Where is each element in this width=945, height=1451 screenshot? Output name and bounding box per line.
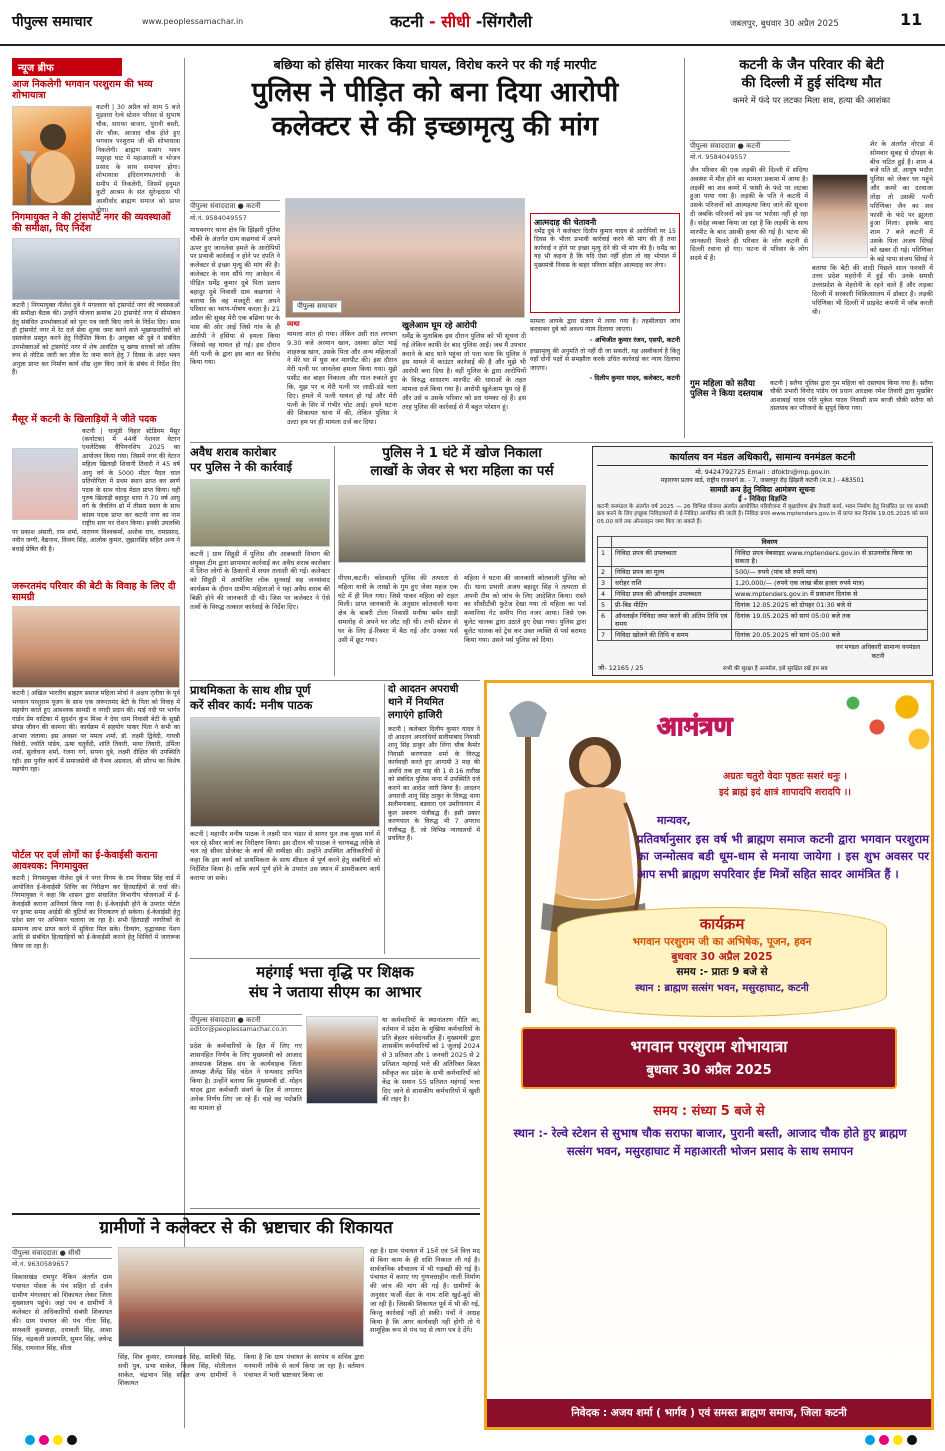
tender-code: जी- 12165 / 25 bbox=[598, 664, 644, 672]
purse-headline: लाखों के जेवर से भरा महिला का पर्स bbox=[370, 463, 554, 480]
brief-headline: जरूरतमंद परिवार की बेटी के विवाह के लिए दी सामग्री bbox=[12, 580, 176, 603]
row-detail: निविदा प्रपत्र वेबसाइट www.mptenders.gov.in से डाउनलोड किया जा सकता है। bbox=[732, 548, 928, 567]
section-divider bbox=[190, 1208, 480, 1209]
main-story-photo bbox=[285, 198, 525, 318]
table-row bbox=[598, 548, 928, 567]
table-row bbox=[598, 589, 928, 600]
purse-story bbox=[338, 446, 586, 676]
row-item: धरोहर राशि bbox=[612, 578, 732, 589]
vyatha-label: व्यथा bbox=[287, 320, 300, 328]
program-title: कार्यक्रम bbox=[699, 915, 745, 933]
masthead bbox=[0, 0, 945, 46]
criminal-body: कटनी | कलेक्टर दिलीप कुमार यादव ने दो आदतन अपराधियों सलीमाबाद निवासी शानू सिंह ठाकुर और लिंगा चौक कैमोर निवासी करणपाल शर्मा के विरुद्ध कार्यवाही करते हुए आगामी 3 माह की अवधि तक हर माह की 1 से 16 तारीख को संबंधित पुलिस थाना में उपस्थिति दर्ज कराने का आदेश जारी किया है। आदतन अपराधी शानू सिंह ठाकुर के विरुद्ध थाना सलीमनाबाद, बडवारा एवं उमरियापान में कुल प्रकरण पंजीबद्ध हैं। इसी प्रकार करणपाल के विरुद्ध भी 7 अपराध पंजीबद्ध हैं, जो विभिन्न न्यायालयों में प्रचलित हैं। bbox=[388, 725, 480, 843]
byline: पीपुल्स संवाददाता ● कटनी bbox=[190, 1014, 302, 1026]
teacher-byline-block bbox=[190, 1014, 302, 1033]
jain-story-body bbox=[812, 140, 933, 376]
main-story-body: मामला शांत हो गया। लेकिन उसी रात लगभग 9.30 बजे अरमान खान, उसका छोटा भाई शाहरुख खान, उसके पिता और अन्य महिलाओं ने मेरे घर में घुस कर मारपीट की। इस दौरान मेरी पत्नी पर जानलेवा हमला किया गया। मुझे पसीट कर बाहर निकाला और गाल रुकाते हुए कि, मुझ पर व मेरी पत्नी पर लाठी-डंडे चला दिए। हमले में पत्नी घायल हो गई और मेरी पत्नी के सिर में गंभीर चोट आई। हमने घटना की शिकायत थाना में की, लेकिन पुलिस ने उल्टा हम पर ही मामला दर्ज कर दिया। bbox=[287, 330, 397, 427]
villagers-photo bbox=[118, 1247, 364, 1347]
jain-story-headline: कटनी के जैन परिवार की बेटी bbox=[739, 57, 884, 73]
corruption-body: विकासखंड रामपुर नैकिन अंतर्गत ग्राम पंचायत पोस्ता के पंच सहित दो दर्जन ग्रामीण मंगलवार को शिकायत लेकर जिला मुख्यालय पहुंचे। जहां पंच व ग्रामीणों ने कलेक्टर से अधिकारियों संबंधी शिकायत की। ग्राम पंचायत की पंच गीता सिंह, सरस्वती कुशवाहा, दयावती सिंह, आशा सिंह, चंद्रकली प्रजापति, सुमन सिंह, जयेन्द्र सिंह, रामलाल सिंह, सीता bbox=[12, 1273, 112, 1352]
liquor-headline: अवैध शराब कारोबार bbox=[190, 445, 277, 459]
tender-notice bbox=[592, 446, 933, 676]
selfimmolation-box bbox=[530, 213, 680, 313]
corruption-body: रहा है। ग्राम पंचायत में 15वें एवं 5वें वित्त मद से बिना काम के ही राशि निकाल ली गई है। सार्वजनिक शौचालय में भी गड़बड़ी की गई है। पंचायत में कराए गए गुणवत्ताहीन नाली निर्माण की जांच की मांग की गई है। ग्रामीणों के अनुसार फर्जी वेंडर के नाम राशि खुर्द-बुर्द की जा रही है। जिसकी शिकायत पूर्व में भी की गई, किन्तु कार्रवाई नहीं हो सकी। पंचों ने आग्रह किया है कि अगर कार्यवाही नहीं होगी तो ये सामूहिक रूप से पंच पद से त्याग पत्र दे देंगे। bbox=[370, 1247, 480, 1335]
jain-body-2-text: शेर के अंतर्गत नोएडा में सोमवार सुबह से दोपहर के बीच घटित हुई है। शाम 4 बजे पति डॉ. आयुष भदौरा पुलिस को लेकर घर पहुंचे और कमरे का दरवाजा तोड़ा तो उसकी पत्नी परिणिका जैन का शव फांसी के फंदे पर झूलता हुआ मिला। इसके बाद शाम 7 बजे कटनी में उसके पिता अजय सिंघई को खबर दी गई। परिणिका के बड़े पापा संजय सिंघई ने बताया कि बेटी की शादी पिछले साल फरवरी में उत्तर प्रदेश महरोनी में हुई थी। उनके समधी उत्तरप्रदेश के मेहरोनी के रहने वाले हैं और लड़का दिल्ली में सरकारी चिकित्सालय में डॉक्टर है। लड़की परिणिका भी दिल्ली में प्राइवेट कंपनी में जॉब करती थी। bbox=[812, 140, 933, 316]
byline: पीपुल्स संवाददाता ● कटनी bbox=[190, 200, 280, 212]
row-number: 6 bbox=[598, 611, 612, 630]
row-number: 3 bbox=[598, 578, 612, 589]
row-detail: दिनांक 12.05.2025 को दोपहर 01:30 बजे से bbox=[732, 600, 928, 611]
brief-3-text: कटनी | चामुंडी विहार स्टेडियम मैसूर (कर्नाटक) में 44वीं नेशनल वेटरन एथलेटिक्स चैंपियनशिप 2025 का आयोजन किया गया। जिसमें नगर की वेटरन महिला खिलाड़ी शिवानी तिवारी ने 45 वर्ष आयु वर्ग के 5000 मीटर पैदल चाल प्रतियोगिता में प्रथम स्थान प्राप्त कर स्वर्ण पदक के साथ गोल्ड मेडल प्राप्त किया। वहीं पुरुष खिलाड़ी बहादुर थापा ने 70 वर्ष आयु वर्ग के जैवलिन थ्रो में तीसरा स्थान के साथ कांस्य पदक प्राप्त कर कटनी नगर का नाम राष्ट्रीय स्तर पर रोशन किया। इनकी उपलब्धि पर प्रकाश अंसारी, राम शर्मा, नारायण विश्वकर्मा, अशोक राय, रामप्रसाद, नवीन जग्गी, वैद्यनाथ, विजय सिंह, आलोक कुमार, जुझारसिंह सहित अन्य ने बधाई प्रेषित की है। bbox=[12, 427, 180, 553]
tender-subtitle: ई - निविदा विज्ञप्ति bbox=[738, 495, 787, 503]
column-divider bbox=[384, 684, 385, 954]
brief-headline: आज निकलेगी भगवान परशुराम की भव्य शोभायात्रा bbox=[12, 79, 153, 101]
brief-headline: पोर्टल पर दर्ज लोगों का ई-केवाईसी कराना आवश्यक: निगमायुक्त bbox=[12, 850, 158, 873]
jain-story-subhead: कमरे में फंदे पर लटका मिला शव, हत्या की आशंका bbox=[732, 96, 891, 107]
main-story-subhead: खुलेआम घूम रहे आरोपी bbox=[402, 321, 477, 331]
box-title: आत्मदाह की चेतावनी bbox=[534, 218, 597, 227]
parshuram-photo bbox=[12, 106, 92, 206]
photo-credit: पीपुल्स समाचार bbox=[292, 300, 342, 313]
row-item: निविदा प्रपत्र का मूल्य bbox=[612, 567, 732, 578]
criminal-story bbox=[388, 684, 480, 954]
tender-signature: वन मण्डल अधिकारी सामान्य वनमंडल कटनी bbox=[835, 644, 921, 660]
registration-marks-icon bbox=[0, 1434, 945, 1447]
row-number: 5 bbox=[598, 600, 612, 611]
parshuram-invitation-ad bbox=[484, 680, 934, 1430]
program-panel bbox=[557, 907, 887, 1017]
print-registration-bar bbox=[0, 1432, 945, 1445]
criminal-headline: दो आदतन अपराधी bbox=[388, 684, 459, 695]
byline: पीपुल्स संवाददाता ● सीधी bbox=[12, 1247, 112, 1259]
main-story-body: माधवनगर थाना क्षेत्र कि झिंझरी पुलिस चौकी के अंतर्गत ग्राम कछगवां में अपने ऊपर हुए जानलेवा हमले के आरोपियों पर प्रभावी कार्रवाई न होने पर दंपति ने कलेक्टर से इच्छा मृत्यु की मांग की है। कलेक्टर के नाम सौंपे गए आवेदन में पीड़ित धर्मेंद्र कुमार दुबे पिता प्रताप बहादुर दुबे निवासी ग्राम कछगवां ने बताया कि वह मजदूरी कर अपने परिवार का भरण-पोषण करता है। 21 अप्रैल की सुबह मेरी एक बछिया घर के पास की ओर आई जिसे गांव के ही आरोपी ने हंसिया से हमला किया जिससे वह घायल हो गई। इस दौरान मेरी पत्नी के द्वारा इस बात का विरोध किया गया। bbox=[190, 226, 280, 367]
quote-text: इच्छामृत्यु की अनुमति तो नहीं दी जा सकती, यह अस्वीकार्य है किंतु वहाँ दोनों पक्षों से समझौता करके उचित कार्रवाई कर न्याय दिलाया जाएगा। bbox=[530, 347, 680, 372]
tender-title: सामग्री क्रय हेतु निविदा आमंत्रण सूचना bbox=[710, 485, 815, 494]
row-item: निविदा प्रपत्र की उपलब्धता bbox=[612, 548, 732, 567]
row-detail: 500/— रुपये (पांच सौ रुपये मात्र) bbox=[732, 567, 928, 578]
criminal-headline: थाने में नियमित bbox=[388, 697, 444, 709]
masthead-logo: पीपुल्स समाचार bbox=[12, 14, 93, 30]
procession-date: बुधवार 30 अप्रैल 2025 bbox=[646, 1063, 772, 1078]
row-item: प्री-बिड मीटिंग bbox=[612, 600, 732, 611]
table-row bbox=[598, 611, 928, 630]
ad-shloka: इदं ब्राह्मं इदं क्षात्रं शापादपि शरादपि ।। bbox=[719, 787, 851, 798]
city-sep: - bbox=[428, 12, 436, 31]
section-divider bbox=[190, 958, 480, 959]
liquor-raid-photo bbox=[190, 479, 330, 547]
main-story-kicker: बछिया को हंसिया मारकर किया घायल, विरोध करने पर की गई मारपीट bbox=[273, 57, 597, 72]
brief-headline: निगमायुक्त ने की ट्रांसपोर्ट नगर की व्यवस्थाओं की समीक्षा, दिए निर्देश bbox=[12, 211, 171, 234]
sewer-headline: प्राथमिकता के साथ शीघ्र पूर्ण bbox=[190, 683, 311, 697]
purse-body: पीएस,कटनी। कोतवाली पुलिस की तत्परता से महिला यात्री के लाखों के गुम हुए जेवर महज एक घंटे में ही मिल गया। जिसे पाकर महिला को राहत मिली। प्राप्त जानकारी के अनुसार कोतवाली थाना क्षेत्र के बाबरी टोला निवासी मनीषा बर्मन साड़ी समारोह से अपने घर लौट रही थी। तभी स्टेशन से घर के लिए ई-रिक्शा में बैठ गई और उनका पर्स उसी में छूट गया। bbox=[338, 574, 458, 644]
masthead-dateline: जबलपुर, बुधवार 30 अप्रैल 2025 bbox=[730, 19, 839, 29]
row-item: ऑनलाईन निविदा जमा करने की अंतिम तिथि एवं समय bbox=[612, 611, 732, 630]
liquor-story bbox=[190, 446, 330, 676]
jain-story-body: जैन परिवार की एक लड़की की दिल्ली में संदिग्ध अवस्था में मौत होने का मामला प्रकाश में आया है। लड़की का शव कमरे में फांसी के फंदे पर लटका हुआ पाया गया है। लड़की के पति ने कटनी में उसके परिजनों को आत्महत्या किए जाने की सूचना दी जबकि परिजनों को इस पर भरोसा नहीं हो रहा है। संदेह व्यक्त किया जा रहा है कि लड़की के साथ मारपीट के बाद उसकी हत्या की गई है। घटना की जानकारी मिलते ही परिवार के लोग कटनी से दिल्ली रवाना हो गए। घटना से परिवार के लोग सदमे में हैं। bbox=[690, 166, 808, 263]
row-detail: दिनांक 20.05.2025 को सायं 05:00 बजे bbox=[732, 630, 928, 641]
table-row bbox=[598, 600, 928, 611]
corruption-story bbox=[12, 1213, 480, 1428]
brief-body: कटनी | निगमायुक्त नीलेश दुबे ने मंगलवार को ट्रांसपोर्ट नगर की व्यवस्थाओं की समीक्षा बैठक की। उन्होंने योजना क्रमांक 20 ट्रांसपोर्ट नगर में सीमांकन हेतु संबंधित उपभोक्ताओं को पुनः पत्र जारी किए जाने के निर्देश दिए। साथ ही ट्रांसपोर्ट नगर में रेट दर्ज सेवा शुल्क जमा करने वाले भूखण्डधारियों को दस्तावेज प्रस्तुत करने हेतु निर्देशित किया है। आयुक्त श्री दुबे ने संबंधित उपभोक्ताओं को ट्रांसपोर्ट नगर में शेष आवंटित भू खण्ड धारकों को अंतिम रूप से नोटिस जारी कर लीज रेंट जमा करने हेतु 7 दिवस के अंदर भवन अनुज्ञा प्राप्त कर निर्माण कार्य शीघ्र शुरू किए जाने के संबंध में निर्देश दिए हैं। bbox=[12, 301, 180, 377]
column-divider bbox=[334, 446, 335, 676]
parshuram-figure-icon bbox=[13, 107, 93, 207]
jain-story-headline: की दिल्ली में हुई संदिग्ध मौत bbox=[741, 75, 882, 92]
table-row bbox=[598, 578, 928, 589]
table-row bbox=[598, 567, 928, 578]
row-number: 7 bbox=[598, 630, 612, 641]
byline-mobile: मो.नं. 9584049557 bbox=[190, 214, 247, 223]
main-story bbox=[190, 58, 680, 438]
missing-woman-body: कटनी | सतैया पुलिस द्वारा गुम महिला को दस्तयाब किया गया है। सतैया चौकी प्रभारी विनोद पांडेय एवं प्रधान आरक्षक रमेश तिवारी द्वारा मुखबिर आशाबाई यादव पति मुकेश यादव निवासी ग्राम बरजी चौकी सतैया को दस्तयाब कर परिजनों के सुपुर्द किया गया। bbox=[770, 380, 933, 413]
row-detail: 1,20,000/— (रुपये एक लाख बीस हजार रुपये मात्र) bbox=[732, 578, 928, 589]
purse-body: महिला ने घटना की जानकारी कोतवाली पुलिस को दी। थाना प्रभारी अजय बहादुर सिंह ने तत्परता से अपनी टीम को जांच के लिए आदेशित किया। रास्ते का सीसीटीवी फुटेज देखा गया तो महिला का पर्स कमानिया गेट समीप गिरा नजर आया। जिसे एक बुलेट चालक द्वारा उठाते हुए देखा गया। पुलिस द्वारा बुलेट चालक को ट्रेस कर उक्त व्यक्ति से पर्स बरामद किया गया। उसने पर्स पुलिस को दिया। bbox=[464, 574, 586, 644]
main-story-headline: पुलिस ने पीड़ित को बना दिया आरोपी bbox=[251, 77, 619, 108]
ad-shloka: अग्रतः चतुरो वेदाः पृष्ठतः सशरं धनुः । bbox=[722, 771, 848, 782]
table-header: विवरण bbox=[612, 537, 928, 548]
teacher-headline: संघ ने जताया सीएम का आभार bbox=[248, 982, 422, 1001]
teacher-body bbox=[306, 1016, 480, 1204]
news-brief-title: न्यूज ब्रीफ bbox=[12, 58, 122, 76]
page-number: 11 bbox=[900, 10, 923, 29]
row-item: निविदा खोलने की तिथि व समय bbox=[612, 630, 732, 641]
ad-footer: निवेदक : अजय शर्मा ( भार्गव ) एवं समस्त ब्राह्मण समाज, जिला कटनी bbox=[487, 1399, 931, 1427]
flower-decoration-icon bbox=[811, 683, 931, 763]
corruption-body: सिंह, शिव कुमार, रामलखन सिंह, सावित्री सिंह, सची पुत्र, प्रभा साकेत, विजय सिंह, मोतीलाल साकेत, चंद्रभान सिंह सहित अन्य ग्रामीणों ने शिकायत bbox=[118, 1353, 236, 1388]
tender-intro: कटनी वनमंडल के अंतर्गत वर्ष 2025 — 26 विभिन्न योजना अंतर्गत आयोजित परियोजना में वृक्षारोपण क्षेत्र तैयारी कार्य, भवन निर्माण हेतु निर्धारित दर एवं सामग्री क्रय करने के लिए इच्छुक निविदाकारों से ई-निविदा आमंत्रित की जाती है। निविदा प्रपत्र www.mptenders.gov.in से प्राप्त कर दिनांक 19.05.2025 को सायं 05.00 बजे तक ऑनलाइन जमा किए जा सकते हैं। bbox=[597, 504, 928, 525]
table-header-row bbox=[598, 537, 928, 548]
corruption-headline: ग्रामीणों ने कलेक्टर से की भ्रष्टाचार की शिकायत bbox=[12, 1213, 480, 1238]
procession-route: स्थान :- रेल्वे स्टेशन से सुभाष चौक सराफा बाजार, पुरानी बस्ती, आजाद चौक होते हुए ब्राह्मण सत्संग भवन, मसुरहाघाट में महाआरती भोजन प्रसाद के साथ समापन bbox=[513, 1126, 907, 1158]
corruption-body: किया है कि ग्राम पंचायत के सरपंच व सचिव द्वारा मनमानी तरीके से कार्य किया जा रहा है। वर्तमान पंचायत में भारी भ्रष्टाचार किया जा bbox=[244, 1353, 364, 1379]
tender-table bbox=[597, 536, 928, 641]
sewer-story bbox=[190, 684, 380, 954]
program-place: स्थान : ब्राह्मण सत्संग भवन, मसुरहाघाट, कटनी bbox=[635, 983, 809, 994]
brief-body: कटनी | निगमायुक्त नीलेश दुबे ने नगर निगम के राम निवास सिंह वार्ड में आयोजित ई-केवाईसी शिविर का निरीक्षण कर हितग्राहियों से चर्चा की। निगमायुक्त ने कहा कि शासन द्वारा संचालित विभागीय योजनाओं में ई-केवाईसी कराना अनिवार्य किया गया है। ई-केवाईसी होने के उपरांत पोर्टल पर ड्राफ्ट समग्र आईडी की त्रुटियों का निराकरण हो सकेगा। ई-केवाईसी हेतु प्रदेश स्तर पर अभियान चलाया जा रहा है। सभी हितग्राही नागरिकों के सामान्य लाभ प्राप्त करने में सुविधा मिल सके। दिव्यांग, वृद्धावस्था पेंशन आदि से संबंधित हितग्राहियों को ई-केवाईसी कराने हेतु शिविरों में जागरूक किया जा रहा है। bbox=[12, 875, 180, 950]
main-story-headline: कलेक्टर से की इच्छामृत्यु की मांग bbox=[271, 111, 599, 143]
quote-text: मामला आपके द्वारा संज्ञान में लाया गया है। तहसीलदार जांच करवाकर दुबे को अवश्य न्याय दिलाया जाएगा। bbox=[530, 318, 680, 334]
procession-banner bbox=[521, 1027, 897, 1089]
city-singrauli: सिंगरौली bbox=[482, 12, 533, 31]
ad-salutation: मान्यवर, bbox=[657, 814, 691, 827]
city-katni: कटनी bbox=[390, 12, 424, 31]
masthead-cities bbox=[390, 10, 532, 32]
brief-body bbox=[12, 428, 180, 578]
liquor-headline: पर पुलिस ने की कार्रवाई bbox=[190, 459, 293, 474]
teacher-story bbox=[190, 964, 480, 1204]
purse-headline: पुलिस ने 1 घंटे में खोज निकाला bbox=[382, 445, 542, 461]
brief-headline: मैसूर में कटनी के खिलाड़ियों ने जीते पदक bbox=[12, 413, 157, 425]
city-sep: - bbox=[475, 12, 483, 31]
tender-office: कार्यालय वन मंडल अधिकारी, सामान्य वनमंडल कटनी bbox=[597, 450, 928, 466]
city-sidhi: सीधी bbox=[441, 12, 471, 31]
meeting-photo bbox=[12, 238, 180, 300]
missing-woman-headline: गुम महिला को सतैया पुलिस ने किया दस्तयाब bbox=[690, 379, 763, 399]
row-number: 4 bbox=[598, 589, 612, 600]
jain-byline-block bbox=[690, 140, 790, 161]
row-number: 1 bbox=[598, 548, 612, 567]
tender-footer-note: सभी की सुरक्षा है अनमोल, इसे सुरक्षित रखें हम सब bbox=[723, 666, 828, 672]
quote-author: - अभिजीत कुमार रंजन, एसपी, कटनी bbox=[589, 335, 680, 344]
main-story-byline-block bbox=[190, 200, 280, 222]
byline-mobile: मो.नं. 9630589657 bbox=[12, 1260, 69, 1269]
masthead-website: www.peoplessamachar.in bbox=[142, 17, 244, 26]
teacher-headline: महंगाई भत्ता वृद्धि पर शिक्षक bbox=[256, 963, 414, 981]
quote-author: - दिलीप कुमार यादव, कलेक्टर, कटनी bbox=[589, 374, 680, 383]
jain-story bbox=[690, 58, 933, 438]
procession-title: भगवान परशुराम शोभायात्रा bbox=[630, 1037, 788, 1056]
byline-email: editor@peoplessamachar.co.in bbox=[190, 1026, 287, 1034]
teacher-body-2-text: या कर्मचारियों के स्थानांतरण नीति का, वर्तमान में प्रदेश के मुखिया कर्मचारियों के प्रति बेहतर संवेदनशील हैं। मुख्यमंत्री द्वारा शासकीय कर्मचारियों को 1 जुलाई 2024 से 3 प्रतिशत और 1 जनवरी 2025 से 2 प्रतिशत महंगाई भत्ते की अतिरिक्त किस्त स्वीकृत कर प्रदेश के सभी कर्मचारियों को केंद्र के समान 55 प्रतिशत महंगाई भत्ता दिए जाने से शासकीय कर्मचारियों में खुशी की लहर है। bbox=[382, 1016, 480, 1104]
column-divider bbox=[684, 58, 685, 438]
police-team-photo bbox=[338, 485, 586, 563]
procession-time: समय : संध्या 5 बजे से bbox=[653, 1104, 765, 1119]
sewer-inspection-photo bbox=[190, 717, 380, 827]
byline-mobile: मो.नं. 9584049557 bbox=[690, 153, 747, 162]
box-body: धर्मेंद्र दुबे ने कलेक्टर दिलीप कुमार यादव से आरोपियों पर 15 दिवस के भीतर प्रभावी कार्रवाई करने की मांग की है तथा कार्रवाई न होने पर इच्छा मृत्यु देने की भी मांग की है। धर्मेंद्र का यह भी कहना है कि यदि ऐसा नहीं होता तो वह भोपाल में मुख्यमंत्री निवास के बाहर परिवार सहित आत्मदाह कर लेगा। bbox=[534, 228, 676, 269]
main-story-body: धर्मेंद्र के मुताबिक इस दौरान पुलिस को भी सूचना दी गई लेकिन काफी देर बाद पुलिस आई। जब मैं उपचार कराने के बाद थाने पहुंचा तो पता चला कि पुलिस ने इस मामले में काउंटर कार्रवाई की है और मुझे भी आरोपी बना दिया है। वहीं पुलिस के द्वारा आरोपियों के विरुद्ध साधारण मारपीट की धाराओं के तहत मामला दर्ज किया गया है। आरोपी खुलेआम घूम रहे हैं और उसे व उसके परिवार को डरा धमका रहे हैं। इस तरह पुलिस की कार्रवाई से मैं बहुत परेशान हूं। bbox=[402, 332, 526, 411]
wedding-help-photo bbox=[12, 606, 180, 688]
tender-contact: मो. 9424792725 Email : dfoktn@mp.gov.in bbox=[695, 468, 830, 476]
liquor-body: कटनी | ग्राम सिहुड़ी में पुलिस और आबकारी विभाग की संयुक्त टीम द्वारा छापामार कार्रवाई कर अवैध शराब कारोबार में लिप्त लोगों के ठिकानों में सघन तलाशी की गई। कलेक्टर को सिहुड़ी में आयोजित लोक सुनवाई सह जनसंवाद कार्यक्रम के दौरान ग्रामीण महिलाओं ने यहां अवैध शराब की बिक्री होने की जानकारी दी थी। जिस पर कलेक्टर ने ऐसे तत्वों के विरुद्ध तत्काल कार्रवाई के निर्देश दिए। bbox=[190, 549, 330, 611]
section-divider bbox=[190, 680, 480, 681]
sewer-body: कटनी | महापौर मनीष पाठक ने लक्ष्मी पान भंडार से सागर पुल तक मुख्य मार्ग में चल रहे सीवर कार्य का निरीक्षण किया। इस दौरान श्री पाठक ने चरणबद्ध तरीके से चल रहे सीवर प्रोजेक्ट के कार्य की समीक्षा की। उन्होंने उपस्थित अधिकारियों से कहा कि इस कार्य को प्राथमिकता के साथ शीघ्रता से पूर्ण करने हेतु संबंधितों को निर्देशित किया है। ताकि कार्य पूर्ण होने के उपरांत उस स्थान में डामरीकरण कार्य कराया जा सके। bbox=[190, 829, 380, 882]
brief-body: कटनी | 30 अप्रैल को शाम 5 बजे मुड़वारा रेल्वे स्टेशन परिसर से सुभाष चौक, सराफा बाजार, पुरानी बस्ती, शेर चौक, आजाद चौक होते हुए भगवान परशुराम जी की शोभायात्रा निकलेगी। ब्राह्मण सत्संग भवन मसुरहा घाट में महाआरती व भोजन प्रसाद के साथ समापन होगा। शोभायात्रा इंदिरागणपतगांधी के समीप में निकलेगी, जिसमें हनुमत कुटी आश्रम के संत सुरेन्द्रदास भी आशीर्वाद ब्राह्मण समाज को प्राप्त होगा। bbox=[96, 103, 180, 214]
corruption-byline-block bbox=[12, 1247, 112, 1268]
row-item: निविदा प्रपत्र की ऑनलाईन उपलब्धता bbox=[612, 589, 732, 600]
section-divider bbox=[190, 442, 933, 443]
brief-body: कटनी | अखिल भारतीय ब्राह्मण समाज महिला मोर्चा ने अक्षय तृतीया के पूर्व भगवान परशुराम पूजन के साथ एक जरूरतमंद बेटी के पिता को विवाह में सहयोग करते हुए आवश्यक सामग्री व नगदी प्रदान की। माई नदी पर भार्गव गार्डन प्रेम वाटिका में सुदर्शन कुंभ मिश्रा ने देवा धाम निवासी बेटी के सुखी संपन्न जीवन की कामना की। कार्यक्रम में सहयोग पाकर पिता ने सभी का आभार जताया। इस अवसर पर ममता शर्मा, डॉ. लक्ष्मी द्विवेदी, गायत्री त्रिवेदी, ज्योति पांडेय, ऊषा चतुर्वेदी, शांति तिवारी, माया तिवारी, उर्मिला शर्मा, सुलोचना शर्मा, रंजना गर्ग, सपना दुबे, लक्ष्मी दीक्षित की उपस्थिति रही। इस पुनीत कार्य में समाजसेवी श्री वैभव अग्रवाल, श्री सौरभ का विशेष सहयोग रहा। bbox=[12, 690, 180, 774]
quote-block bbox=[530, 318, 680, 438]
row-detail: दिनांक 19.05.2025 को सायं 05:00 बजे तक bbox=[732, 611, 928, 630]
tender-address: महाराणा प्रताप वार्ड, राष्ट्रीय राजमार्ग क्र. - 7, जबलपुर रोड़ झिंझरी कटनी (म.प्र.) - 483501 bbox=[660, 477, 865, 484]
ad-title: आमंत्रण bbox=[657, 712, 733, 742]
program-date: बुधवार 30 अप्रैल 2025 bbox=[671, 951, 773, 963]
row-number: 2 bbox=[598, 567, 612, 578]
criminal-headline: लगाएंगे हाजिरी bbox=[388, 710, 443, 722]
row-detail: www.mptenders.gov.in में प्रकाशन दिनांक से bbox=[732, 589, 928, 600]
table-row bbox=[598, 630, 928, 641]
program-desc: भगवान परशुराम जी का अभिषेक, पूजन, हवन bbox=[632, 936, 812, 948]
program-time: समय :- प्रातः 9 बजे से bbox=[676, 966, 768, 978]
byline: पीपुल्स संवाददाता ● कटनी bbox=[690, 140, 790, 152]
ad-invite-text: प्रतिवर्षानुसार इस वर्ष भी ब्राह्मण समाज कटनी द्वारा भगवान परशुराम का जन्मोत्सव बडी धूम-धाम से मनाया जायेगा । इस शुभ अवसर पर आप सभी ब्राह्मण सपरिवार ईष्ट मित्रों सहित सादर आमंत्रित हैं । bbox=[637, 832, 929, 881]
sewer-headline: करें सीवर कार्य: मनीष पाठक bbox=[190, 697, 313, 712]
teacher-body: प्रदेश के कर्मचारियों के हित में लिए गए शासनहित निर्णय के लिए मुख्यमंत्री को आजाद अध्यापक शिक्षक संघ के कार्यवाहक जिला अध्यक्ष शैलेंद्र सिंह चंदेल ने धन्यवाद ज्ञापित किया है। उन्होंने बताया कि मुख्यमंत्री डॉ. मोहन यादव द्वारा कर्मचारी संवर्ग के हित में लगातार अनेक निर्णय लिए जा रहे हैं। चाहे वह पदोन्नति का मामला हो bbox=[190, 1042, 302, 1112]
